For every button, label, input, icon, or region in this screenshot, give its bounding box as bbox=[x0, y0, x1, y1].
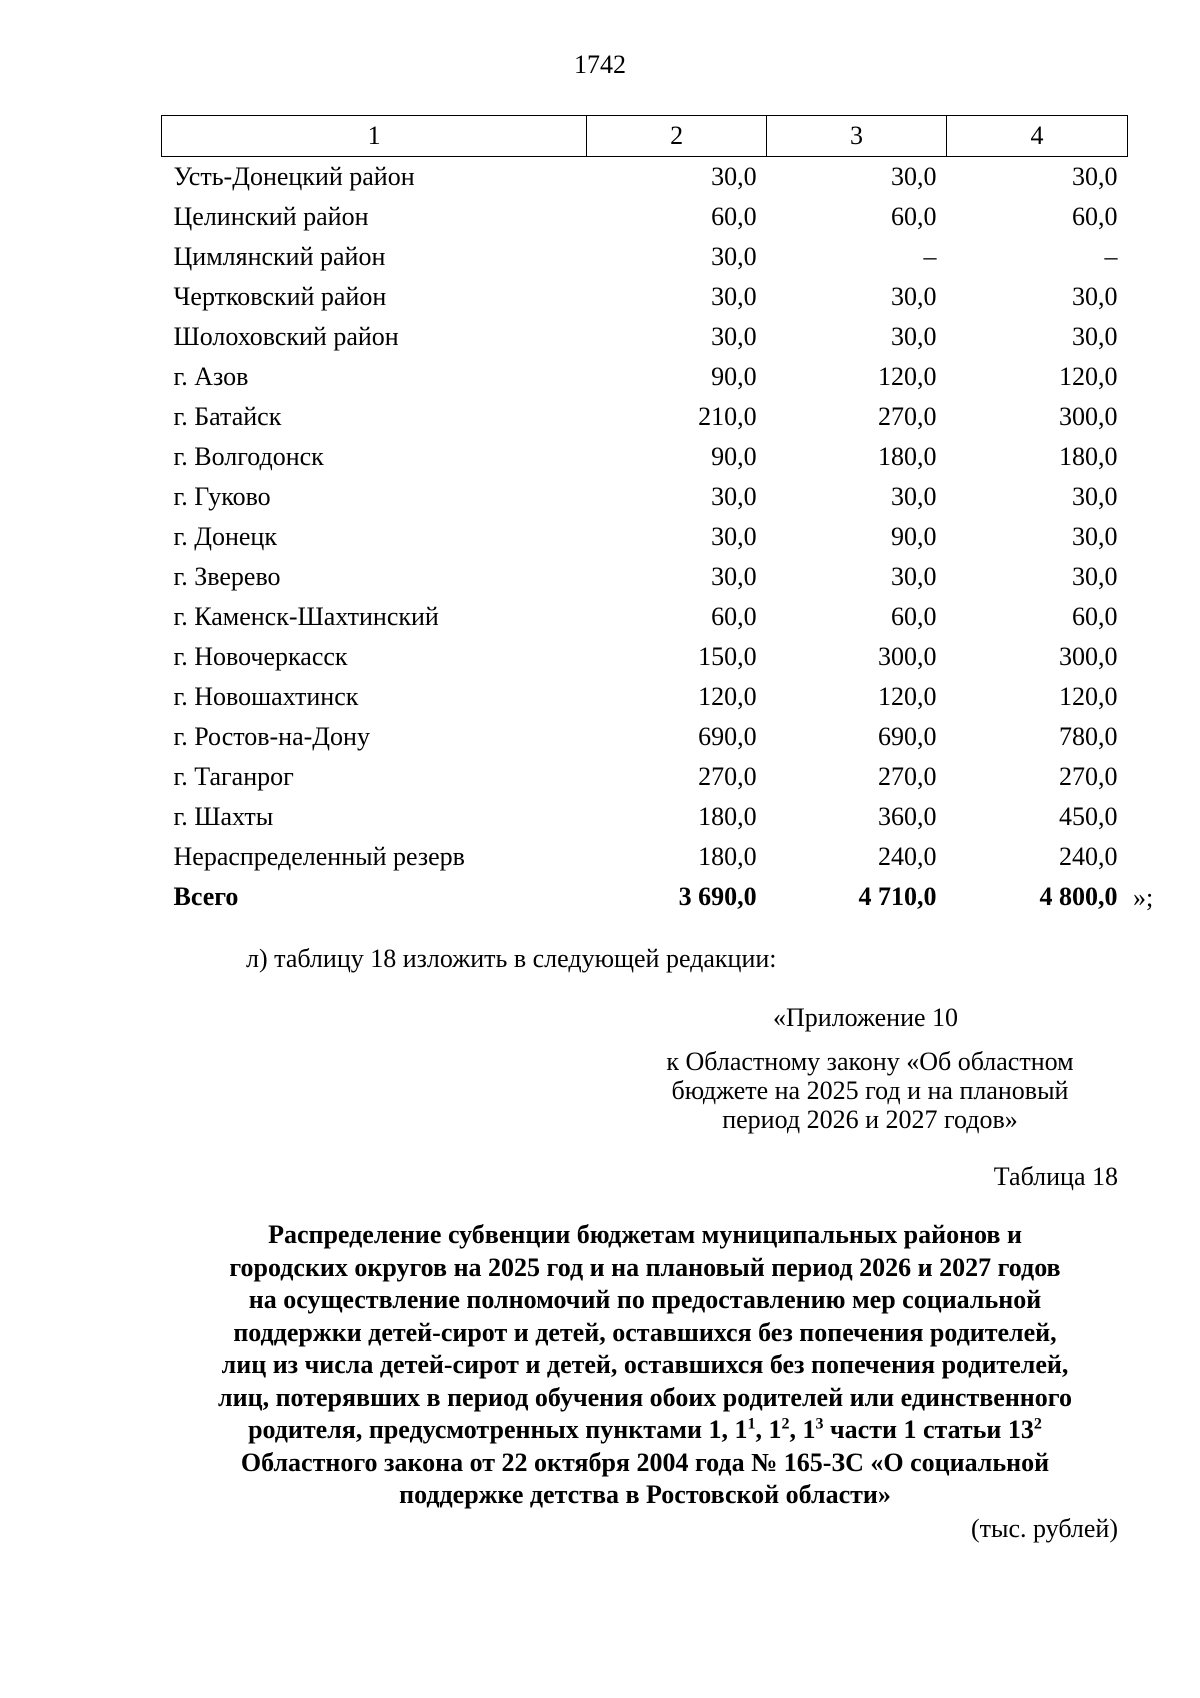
table-row bbox=[162, 317, 1128, 357]
table-total-row bbox=[162, 877, 1128, 917]
value-2027-cell: 4 800,0 bbox=[1039, 882, 1118, 911]
superscript: 3 bbox=[815, 1415, 824, 1433]
table-row bbox=[162, 397, 1128, 437]
region-name-cell: Чертковский район bbox=[173, 282, 387, 311]
value-2026-cell: 690,0 bbox=[878, 722, 937, 751]
appendix-subtitle-line: к Областному закону «Об областном bbox=[666, 1047, 1074, 1076]
heading-text: родителя, предусмотренных пунктами 1, 1 bbox=[248, 1415, 748, 1444]
value-2027-cell: 120,0 bbox=[1059, 362, 1118, 391]
heading-text: части 1 статьи 13 bbox=[823, 1415, 1034, 1444]
value-2025-cell: 270,0 bbox=[698, 762, 757, 791]
value-2027-cell: 270,0 bbox=[1059, 762, 1118, 791]
appendix-subtitle bbox=[630, 1047, 1110, 1134]
table-row bbox=[162, 157, 1128, 198]
heading-line: Распределение субвенции бюджетам муниципальных районов и bbox=[268, 1220, 1022, 1249]
appendix-subtitle-line: бюджете на 2025 год и на плановый bbox=[671, 1076, 1069, 1105]
table-row bbox=[162, 437, 1128, 477]
value-2025-cell: 30,0 bbox=[711, 322, 757, 351]
value-2026-cell: 270,0 bbox=[878, 762, 937, 791]
value-2025-cell: 180,0 bbox=[698, 802, 757, 831]
value-2027-cell: 450,0 bbox=[1059, 802, 1118, 831]
superscript: 2 bbox=[781, 1415, 790, 1433]
value-2025-cell: 30,0 bbox=[711, 162, 757, 191]
region-name-cell: Целинский район bbox=[173, 202, 369, 231]
heading-line: поддержки детей-сирот и детей, оставшихся без попечения родителей, bbox=[233, 1317, 1057, 1347]
table-row bbox=[162, 717, 1128, 757]
heading-text: , 1 bbox=[789, 1415, 816, 1444]
value-2025-cell: 30,0 bbox=[711, 242, 757, 271]
value-2026-cell: 90,0 bbox=[891, 522, 937, 551]
table-row bbox=[162, 277, 1128, 317]
column-header-4: 4 bbox=[947, 116, 1128, 157]
page-number: 1742 bbox=[574, 50, 626, 79]
value-2027-cell: 240,0 bbox=[1059, 842, 1118, 871]
region-name-cell: г. Новошахтинск bbox=[173, 682, 359, 711]
region-name-cell: г. Шахты bbox=[173, 802, 274, 831]
value-2025-cell: 30,0 bbox=[711, 282, 757, 311]
value-2026-cell: 30,0 bbox=[891, 322, 937, 351]
value-2026-cell: 360,0 bbox=[878, 802, 937, 831]
region-name-cell: г. Новочеркасск bbox=[173, 642, 348, 671]
table-row bbox=[162, 517, 1128, 557]
region-name-cell: г. Батайск bbox=[173, 402, 282, 431]
value-2026-cell: 30,0 bbox=[891, 562, 937, 591]
value-2027-cell: 60,0 bbox=[1072, 202, 1118, 231]
value-2026-cell: 30,0 bbox=[891, 162, 937, 191]
appendix-subtitle-line: период 2026 и 2027 годов» bbox=[722, 1105, 1018, 1134]
table-row bbox=[162, 197, 1128, 237]
table-header-row bbox=[162, 116, 1128, 157]
value-2027-cell: 30,0 bbox=[1072, 522, 1118, 551]
value-2025-cell: 90,0 bbox=[711, 442, 757, 471]
table-row bbox=[162, 677, 1128, 717]
value-2027-cell: 60,0 bbox=[1072, 602, 1118, 631]
instruction-text: л) таблицу 18 изложить в следующей редакции: bbox=[246, 944, 777, 973]
table-row bbox=[162, 477, 1128, 517]
value-2027-cell: 30,0 bbox=[1072, 282, 1118, 311]
value-2027-cell: 300,0 bbox=[1059, 402, 1118, 431]
appendix-title: «Приложение 10 bbox=[773, 1003, 959, 1032]
value-2026-cell: 4 710,0 bbox=[858, 882, 937, 911]
units-label: (тыс. рублей) bbox=[970, 1514, 1118, 1543]
region-name-cell: г. Гуково bbox=[173, 482, 271, 511]
column-header-2: 2 bbox=[587, 116, 767, 157]
value-2026-cell: 300,0 bbox=[878, 642, 937, 671]
table-row bbox=[162, 357, 1128, 397]
heading-line: лиц, потерявших в период обучения обоих родителей или единственного bbox=[218, 1382, 1072, 1412]
heading-line: Областного закона от 22 октября 2004 года № 165-ЗС «О социальной bbox=[240, 1447, 1050, 1477]
value-2026-cell: 120,0 bbox=[878, 362, 937, 391]
value-2026-cell: 30,0 bbox=[891, 482, 937, 511]
value-2026-cell: 60,0 bbox=[891, 202, 937, 231]
value-2027-cell: 780,0 bbox=[1059, 722, 1118, 751]
value-2025-cell: 30,0 bbox=[711, 482, 757, 511]
table-heading bbox=[150, 1219, 1140, 1512]
value-2025-cell: 150,0 bbox=[698, 642, 757, 671]
table-row bbox=[162, 837, 1128, 877]
value-2025-cell: 120,0 bbox=[698, 682, 757, 711]
region-name-cell: г. Зверево bbox=[173, 562, 281, 591]
value-2025-cell: 30,0 bbox=[711, 562, 757, 591]
value-2027-cell: 30,0 bbox=[1072, 322, 1118, 351]
value-2027-cell: 300,0 bbox=[1059, 642, 1118, 671]
table-row bbox=[162, 757, 1128, 797]
value-2025-cell: 3 690,0 bbox=[678, 882, 757, 911]
value-2027-cell: 30,0 bbox=[1072, 162, 1118, 191]
column-header-1: 1 bbox=[162, 116, 587, 157]
heading-line: поддержке детства в Ростовской области» bbox=[399, 1480, 891, 1509]
region-name-cell: г. Таганрог bbox=[173, 762, 294, 791]
region-name-cell: г. Волгодонск bbox=[173, 442, 324, 471]
superscript: 2 bbox=[1033, 1415, 1042, 1433]
heading-text: , 1 bbox=[755, 1415, 782, 1444]
value-2025-cell: 210,0 bbox=[698, 402, 757, 431]
value-2026-cell: 180,0 bbox=[878, 442, 937, 471]
table-row bbox=[162, 797, 1128, 837]
region-name-cell: Усть-Донецкий район bbox=[173, 162, 415, 191]
value-2026-cell: 270,0 bbox=[878, 402, 937, 431]
table-row bbox=[162, 597, 1128, 637]
value-2026-cell: 240,0 bbox=[878, 842, 937, 871]
value-2027-cell: 30,0 bbox=[1072, 562, 1118, 591]
value-2025-cell: 690,0 bbox=[698, 722, 757, 751]
table-row bbox=[162, 237, 1128, 277]
value-2027-cell: 30,0 bbox=[1072, 482, 1118, 511]
value-2025-cell: 60,0 bbox=[711, 602, 757, 631]
closing-quote: »; bbox=[1133, 883, 1154, 912]
table-body bbox=[162, 157, 1128, 918]
value-2026-cell: – bbox=[923, 242, 937, 271]
value-2025-cell: 90,0 bbox=[711, 362, 757, 391]
column-header-3: 3 bbox=[767, 116, 947, 157]
region-name-cell: Цимлянский район bbox=[173, 242, 386, 271]
region-name-cell: Шолоховский район bbox=[173, 322, 399, 351]
value-2027-cell: – bbox=[1104, 242, 1118, 271]
heading-line: городских округов на 2025 год и на плановый период 2026 и 2027 годов bbox=[229, 1252, 1061, 1282]
region-name-cell: г. Азов bbox=[173, 362, 249, 391]
subvention-table bbox=[161, 115, 1128, 917]
heading-line-with-superscripts bbox=[150, 1414, 1140, 1447]
value-2027-cell: 120,0 bbox=[1059, 682, 1118, 711]
heading-line: лиц из числа детей-сирот и детей, оставшихся без попечения родителей, bbox=[221, 1350, 1069, 1379]
value-2025-cell: 30,0 bbox=[711, 522, 757, 551]
heading-line: на осуществление полномочий по предоставлению мер социальной bbox=[248, 1285, 1042, 1314]
region-name-cell: Нераспределенный резерв bbox=[173, 842, 465, 871]
value-2026-cell: 30,0 bbox=[891, 282, 937, 311]
table-label: Таблица 18 bbox=[993, 1162, 1118, 1191]
value-2025-cell: 60,0 bbox=[711, 202, 757, 231]
region-name-cell: г. Ростов-на-Дону bbox=[173, 722, 370, 751]
region-name-cell: г. Каменск-Шахтинский bbox=[173, 602, 439, 631]
region-name-cell: г. Донецк bbox=[173, 522, 277, 551]
value-2025-cell: 180,0 bbox=[698, 842, 757, 871]
table-row bbox=[162, 637, 1128, 677]
value-2026-cell: 60,0 bbox=[891, 602, 937, 631]
region-name-cell: Всего bbox=[173, 882, 239, 911]
table-row bbox=[162, 557, 1128, 597]
value-2027-cell: 180,0 bbox=[1059, 442, 1118, 471]
superscript: 1 bbox=[747, 1415, 756, 1433]
value-2026-cell: 120,0 bbox=[878, 682, 937, 711]
